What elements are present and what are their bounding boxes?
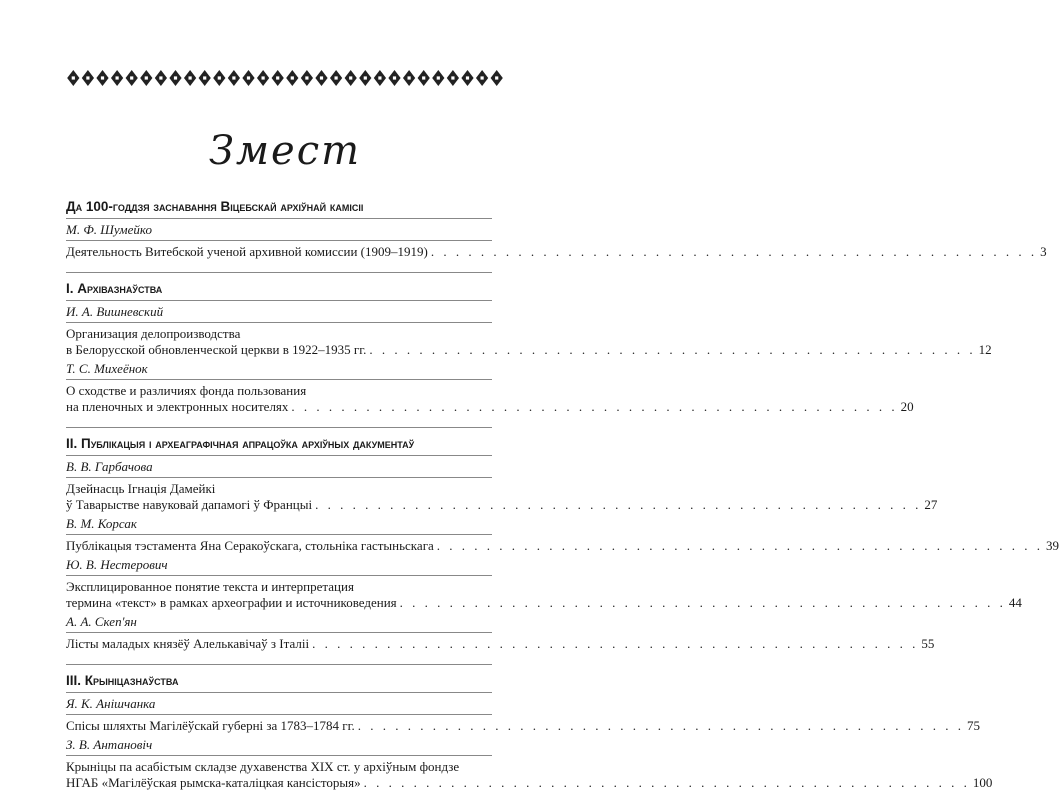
entry-author: И. А. Вишневский bbox=[66, 303, 492, 323]
section-heading: I. Архівазнаўства bbox=[66, 280, 492, 301]
ornament-motif-center bbox=[408, 76, 411, 79]
ornament-motif-center bbox=[335, 76, 338, 79]
entry-author: В. М. Корсак bbox=[66, 515, 492, 535]
page-number: 12 bbox=[978, 342, 992, 357]
page-number: 3 bbox=[1040, 244, 1047, 259]
toc-entry[interactable] bbox=[66, 458, 938, 513]
decorative-border-icon bbox=[66, 68, 504, 88]
toc-entry[interactable] bbox=[66, 360, 914, 415]
entry-last-line bbox=[66, 595, 1022, 611]
entry-last-line bbox=[66, 497, 938, 513]
dot-leader: . . . . . . . . . . . . . . . . . . . . . . . . . . . . . . . . . . . . . . . . . . . . . . . . . bbox=[430, 244, 1038, 259]
ornament-motif-center bbox=[130, 76, 133, 79]
entry-author: Я. К. Анішчанка bbox=[66, 695, 492, 715]
entry-last-line bbox=[66, 718, 981, 734]
entry-title-line: в Белорусской обновленческой церкви в 1922–1935 гг. bbox=[66, 342, 367, 357]
ornament-motif-center bbox=[437, 76, 440, 79]
ornament-motif-center bbox=[203, 76, 206, 79]
toc-entry[interactable] bbox=[66, 613, 935, 652]
entry-title-line: на пленочных и электронных носителях bbox=[66, 399, 289, 414]
ornament-motif-center bbox=[320, 76, 323, 79]
dot-leader: . . . . . . . . . . . . . . . . . . . . . . . . . . . . . . . . . . . . . . . . . . . . . . . . . bbox=[369, 342, 976, 357]
dot-leader: . . . . . . . . . . . . . . . . . . . . . . . . . . . . . . . . . . . . . . . . . . . . . . . . . bbox=[291, 399, 898, 414]
entry-last-line bbox=[66, 244, 1047, 260]
entry-title-line: Эксплицированное понятие текста и интерпретация bbox=[66, 579, 354, 594]
dot-leader: . . . . . . . . . . . . . . . . . . . . . . . . . . . . . . . . . . . . . . . . . . . . . . . . . bbox=[315, 497, 922, 512]
toc-entry[interactable] bbox=[66, 221, 1047, 260]
ornament-motif-center bbox=[101, 76, 104, 79]
page-number: 20 bbox=[900, 399, 914, 414]
entry-last-line bbox=[66, 775, 993, 791]
page-number: 75 bbox=[967, 718, 981, 733]
dot-leader: . . . . . . . . . . . . . . . . . . . . . . . . . . . . . . . . . . . . . . . . . . . . . . . . . bbox=[357, 718, 965, 733]
page-number: 39 bbox=[1046, 538, 1059, 553]
entry-last-line bbox=[66, 636, 935, 652]
ornament-motif-center bbox=[174, 76, 177, 79]
ornament-motif-center bbox=[422, 76, 425, 79]
entry-title-line: термина «текст» в рамках археографии и источниковедения bbox=[66, 595, 397, 610]
entry-author: З. В. Антановіч bbox=[66, 736, 492, 756]
ornament-motif-center bbox=[218, 76, 221, 79]
entry-author: М. Ф. Шумейко bbox=[66, 221, 492, 241]
dot-leader: . . . . . . . . . . . . . . . . . . . . . . . . . . . . . . . . . . . . . . . . . . . . . . . . . bbox=[399, 595, 1006, 610]
toc-section bbox=[66, 272, 992, 415]
page-number: 44 bbox=[1008, 595, 1022, 610]
ornament-motif-center bbox=[393, 76, 396, 79]
entry-author: А. А. Скеп'ян bbox=[66, 613, 492, 633]
entry-title-line: О сходстве и различиях фонда пользования bbox=[66, 383, 307, 398]
entry-title-line: Организация делопроизводства bbox=[66, 326, 241, 341]
entry-last-line bbox=[66, 342, 992, 358]
ornament-motif-center bbox=[72, 76, 75, 79]
entry-title-line: Спісы шляхты Магілёўскай губерні за 1783–1784 гг. bbox=[66, 718, 355, 733]
page-number: 27 bbox=[924, 497, 938, 512]
dot-leader: . . . . . . . . . . . . . . . . . . . . . . . . . . . . . . . . . . . . . . . . . . . . . . . . . bbox=[363, 775, 970, 790]
section-heading: II. Публікацыя і археаграфічная апрацоўка архіўных дакументаў bbox=[66, 435, 492, 456]
ornament-motif-center bbox=[159, 76, 162, 79]
toc-entry[interactable] bbox=[66, 515, 1059, 554]
ornament-motif-center bbox=[364, 76, 367, 79]
ornament-motif-center bbox=[291, 76, 294, 79]
entry-author: Т. С. Михеёнок bbox=[66, 360, 492, 380]
entry-title-line: НГАБ «Магілёўская рымска-каталіцкая кансісторыя» bbox=[66, 775, 361, 790]
toc-entry[interactable] bbox=[66, 736, 993, 791]
entry-title-line: Деятельность Витебской ученой архивной комиссии (1909–1919) bbox=[66, 244, 428, 259]
toc-section bbox=[66, 664, 993, 791]
ornament-motif-center bbox=[86, 76, 89, 79]
page-number: 100 bbox=[972, 775, 993, 790]
dot-leader: . . . . . . . . . . . . . . . . . . . . . . . . . . . . . . . . . . . . . . . . . . . . . . . . . bbox=[436, 538, 1044, 553]
entry-title-line: Крыніцы па асабістым складзе духавенства XIX ст. у архіўным фондзе bbox=[66, 759, 460, 774]
toc-section bbox=[66, 198, 1047, 260]
page-title: Змест bbox=[208, 128, 362, 174]
entry-title-line: Лісты маладых князёў Алелькавічаў з Італіі bbox=[66, 636, 310, 651]
entry-last-line bbox=[66, 538, 1059, 554]
section-heading: III. Крыніцазнаўства bbox=[66, 672, 492, 693]
ornament-motif-center bbox=[116, 76, 119, 79]
entry-author: В. В. Гарбачова bbox=[66, 458, 492, 478]
entry-title-line: ў Таварыстве навуковай дапамогі ў Францыі bbox=[66, 497, 313, 512]
toc-section bbox=[66, 427, 1059, 652]
ornament-motif-center bbox=[378, 76, 381, 79]
table-of-contents bbox=[66, 198, 1059, 803]
toc-entry[interactable] bbox=[66, 303, 992, 358]
ornament-motif-center bbox=[276, 76, 279, 79]
ornament-motif-center bbox=[495, 76, 498, 79]
ornament-motif-center bbox=[349, 76, 352, 79]
ornament-motif-center bbox=[189, 76, 192, 79]
ornament-motif-center bbox=[145, 76, 148, 79]
entry-title-line: Публікацыя тэстамента Яна Серакоўскага, стольніка гастыньскага bbox=[66, 538, 434, 553]
ornament-motif-center bbox=[451, 76, 454, 79]
entry-title-line: Дзейнасць Ігнація Дамейкі bbox=[66, 481, 216, 496]
dot-leader: . . . . . . . . . . . . . . . . . . . . . . . . . . . . . . . . . . . . . . . . . . . . . . . . . bbox=[312, 636, 919, 651]
ornament-motif-center bbox=[232, 76, 235, 79]
entry-author: Ю. В. Нестерович bbox=[66, 556, 492, 576]
page-number: 55 bbox=[921, 636, 935, 651]
ornament-motif-center bbox=[247, 76, 250, 79]
toc-entry[interactable] bbox=[66, 695, 981, 734]
ornament-motif-center bbox=[262, 76, 265, 79]
entry-last-line bbox=[66, 399, 914, 415]
ornament-motif-center bbox=[466, 76, 469, 79]
section-heading: Да 100-годдзя заснавання Віцебскай архіўнай камісіі bbox=[66, 198, 492, 219]
ornament-motif-center bbox=[305, 76, 308, 79]
toc-entry[interactable] bbox=[66, 556, 1022, 611]
ornament-motif-center bbox=[481, 76, 484, 79]
